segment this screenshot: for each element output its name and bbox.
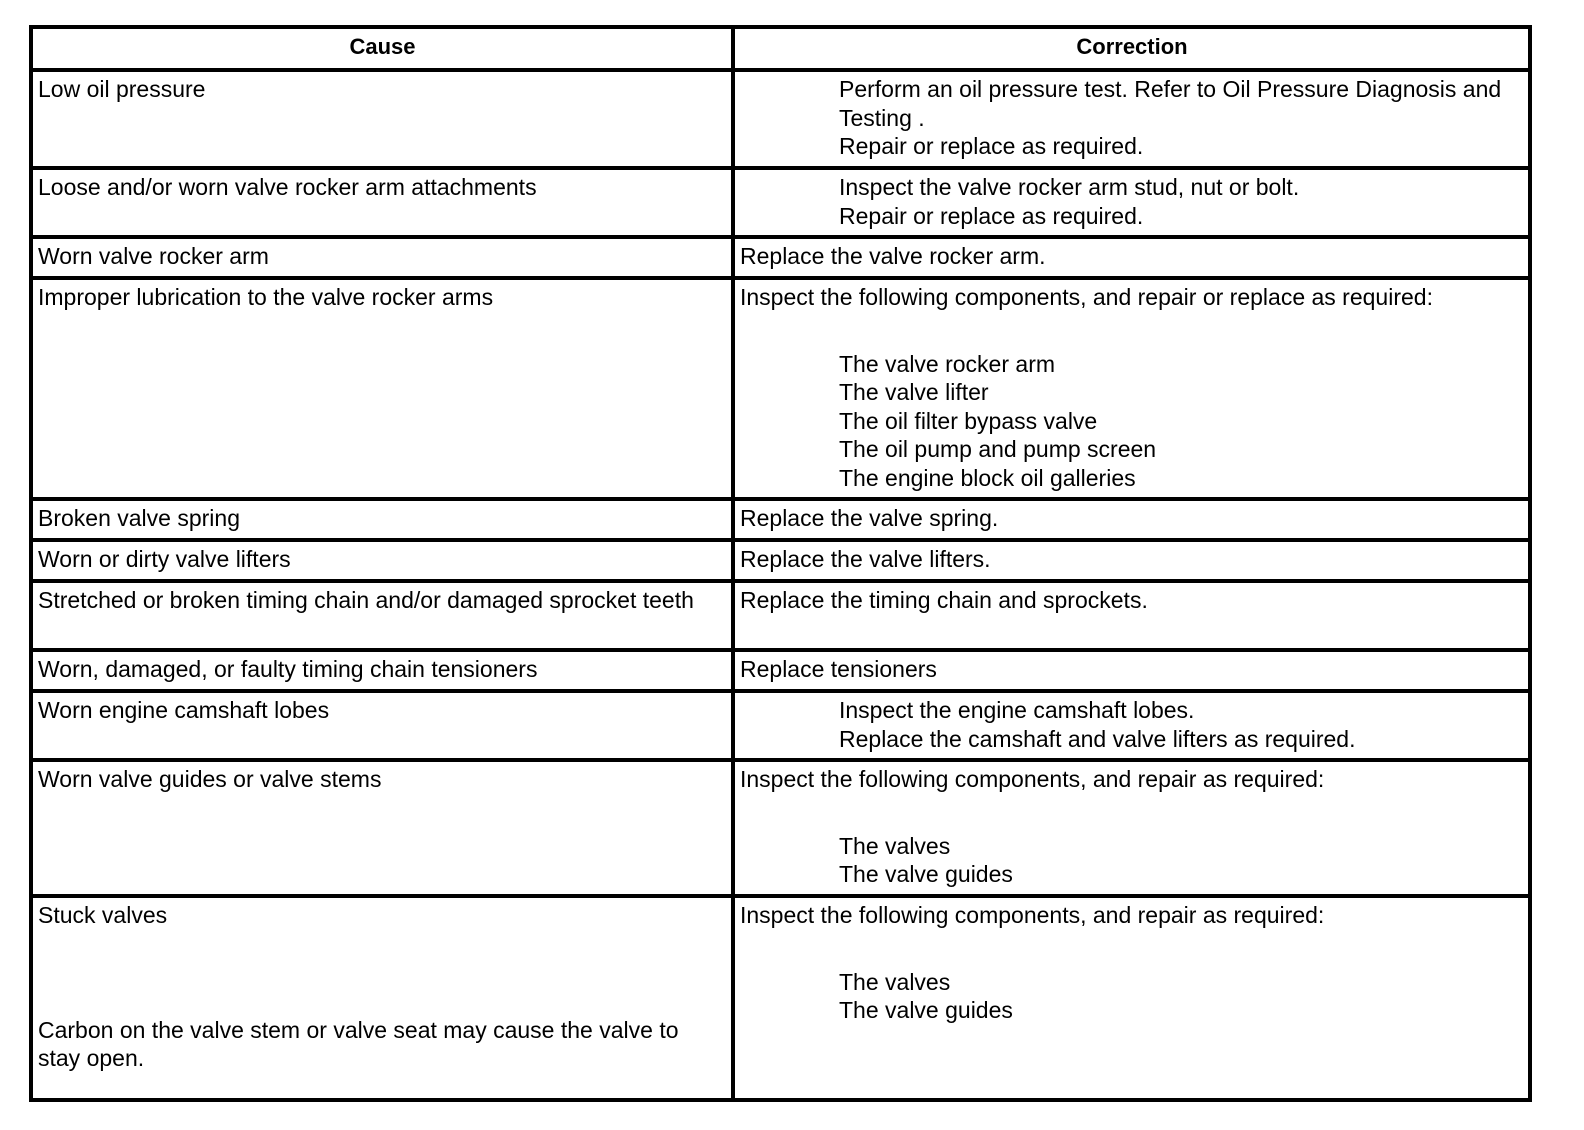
table-row xyxy=(31,691,1530,760)
correction-cell xyxy=(733,760,1530,896)
correction-intro: Inspect the following components, and repair as required: xyxy=(740,902,1325,928)
cause-cell: Worn engine camshaft lobes xyxy=(31,691,733,760)
correction-item: Inspect the engine camshaft lobes. xyxy=(839,697,1195,723)
diagnosis-table xyxy=(29,25,1532,1102)
table-row xyxy=(31,650,1530,691)
correction-item: The valve guides xyxy=(839,997,1013,1023)
correction-item: The valves xyxy=(839,968,951,995)
cause-cell: Stretched or broken timing chain and/or damaged sprocket teeth xyxy=(31,581,733,650)
table-row xyxy=(31,896,1530,1100)
correction-cell xyxy=(733,70,1530,168)
correction-item: The valve guides xyxy=(839,861,1013,887)
correction-cell: Replace tensioners xyxy=(733,650,1530,691)
cause-note: Carbon on the valve stem or valve seat may cause the valve to stay open. xyxy=(38,1016,679,1071)
cause-cell: Worn valve rocker arm xyxy=(31,237,733,278)
correction-item: Repair or replace as required. xyxy=(839,133,1144,159)
table-row xyxy=(31,168,1530,237)
cause-cell: Broken valve spring xyxy=(31,499,733,540)
correction-intro: Inspect the following components, and repair or replace as required: xyxy=(740,284,1433,310)
cause-cell: Improper lubrication to the valve rocker arms xyxy=(31,278,733,499)
correction-item: Repair or replace as required. xyxy=(839,202,1144,229)
correction-item: The oil pump and pump screen xyxy=(839,436,1157,462)
table-row xyxy=(31,278,1530,499)
table-row xyxy=(31,70,1530,168)
correction-cell xyxy=(733,168,1530,237)
correction-item: The valves xyxy=(839,832,951,859)
table-row xyxy=(31,237,1530,278)
correction-cell xyxy=(733,896,1530,1100)
correction-item: Replace the camshaft and valve lifters as required. xyxy=(839,725,1356,752)
correction-cell: Replace the valve spring. xyxy=(733,499,1530,540)
correction-cell: Replace the timing chain and sprockets. xyxy=(733,581,1530,650)
correction-item: The engine block oil galleries xyxy=(839,464,1136,491)
table-row xyxy=(31,581,1530,650)
correction-intro: Inspect the following components, and repair as required: xyxy=(740,766,1325,792)
table-row xyxy=(31,760,1530,896)
correction-item: The valve rocker arm xyxy=(839,350,1056,377)
cause-cell xyxy=(31,896,733,1100)
cause-cell: Worn or dirty valve lifters xyxy=(31,540,733,581)
cause-cell: Loose and/or worn valve rocker arm attachments xyxy=(31,168,733,237)
correction-cell: Replace the valve lifters. xyxy=(733,540,1530,581)
correction-item: The oil filter bypass valve xyxy=(839,407,1098,434)
cause-cell: Worn valve guides or valve stems xyxy=(31,760,733,896)
correction-cell xyxy=(733,691,1530,760)
correction-cell xyxy=(733,278,1530,499)
table-row xyxy=(31,499,1530,540)
table-header-row xyxy=(31,27,1530,70)
table-row xyxy=(31,540,1530,581)
correction-item: The valve lifter xyxy=(839,379,989,405)
cause-cell: Low oil pressure xyxy=(31,70,733,168)
correction-item: Perform an oil pressure test. Refer to Oil Pressure Diagnosis and Testing . xyxy=(839,76,1502,131)
correction-cell: Replace the valve rocker arm. xyxy=(733,237,1530,278)
cause-cell: Worn, damaged, or faulty timing chain tensioners xyxy=(31,650,733,691)
correction-column-header: Correction xyxy=(733,27,1530,70)
cause-column-header: Cause xyxy=(31,27,733,70)
cause-text: Stuck valves xyxy=(38,902,168,928)
correction-item: Inspect the valve rocker arm stud, nut or bolt. xyxy=(839,174,1300,200)
